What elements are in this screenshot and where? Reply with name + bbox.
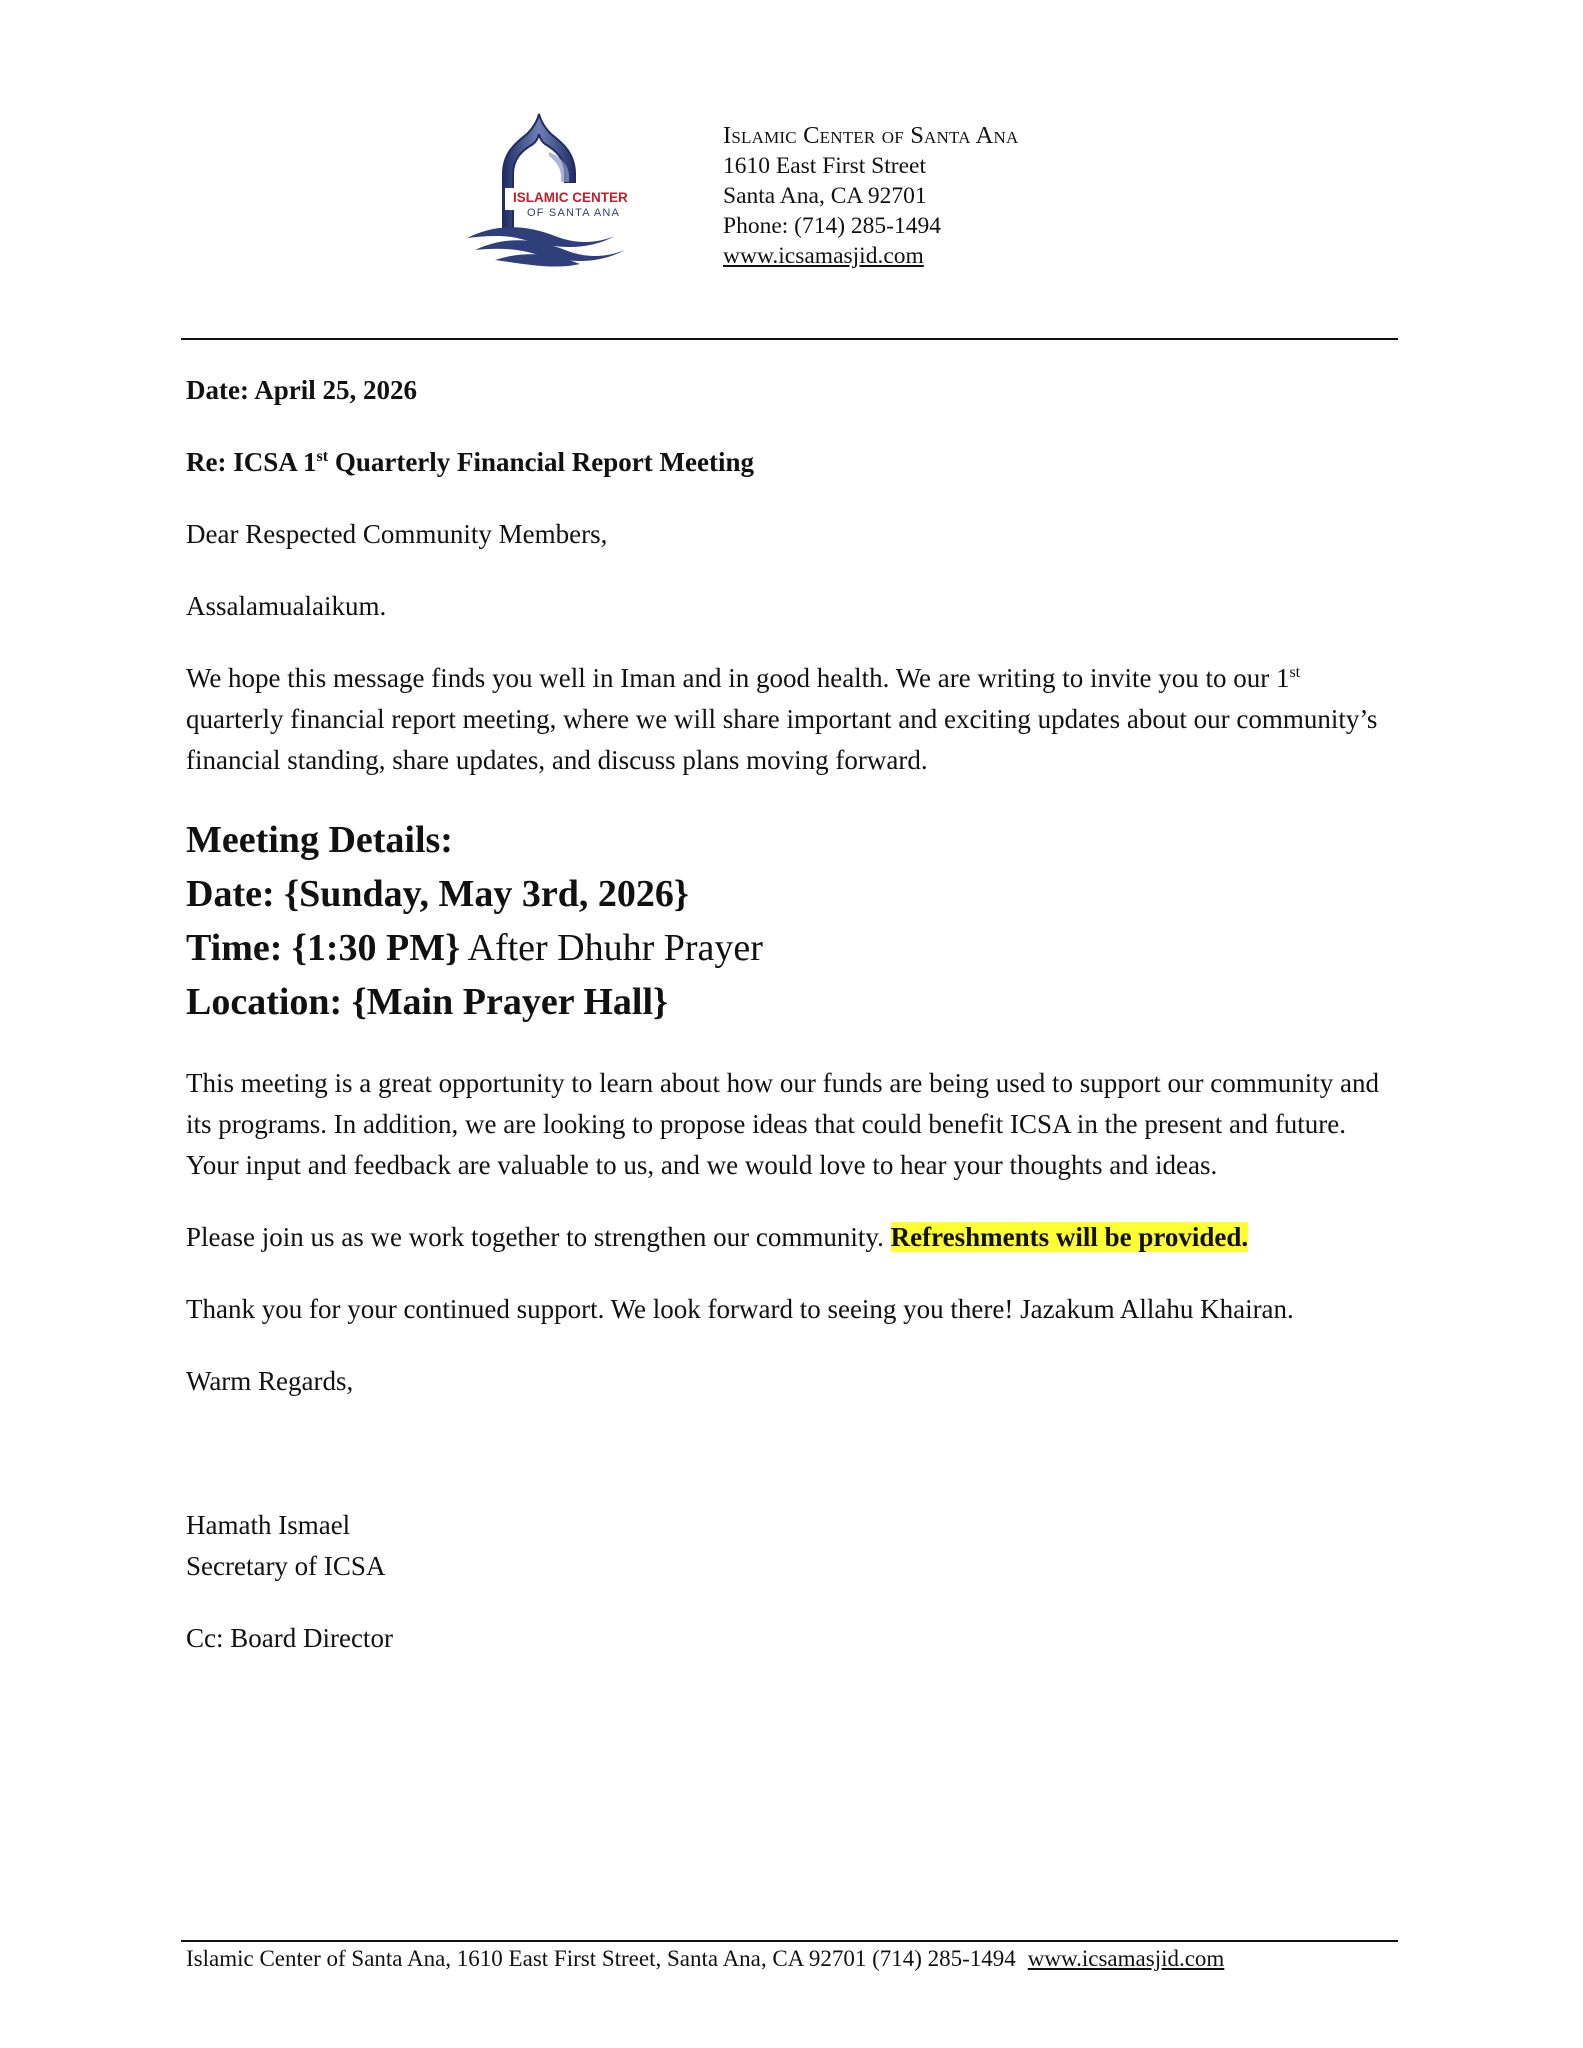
body-paragraph: This meeting is a great opportunity to learn about how our funds are being used to support our community and its programs. In addition, we are looking to propose ideas that could benefit ICSA in the present and future. Your input and feedback are valuable to us, and we would love to hear your thoughts and ideas.: [186, 1068, 1380, 1180]
details-heading: Meeting Details:: [186, 819, 453, 861]
letterhead-address-block: [723, 121, 1019, 271]
cc-line: Cc: Board Director: [186, 1623, 393, 1653]
salutation: Dear Respected Community Members,: [186, 519, 608, 549]
header-divider: [181, 338, 1398, 340]
signer-title: Secretary of ICSA: [186, 1551, 386, 1581]
phone: Phone: (714) 285-1494: [723, 213, 942, 239]
icsa-logo: [465, 112, 650, 270]
join-paragraph: Please join us as we work together to strengthen our community. Refreshments will be provided.: [186, 1222, 1249, 1252]
footer: [186, 1944, 1224, 1974]
signer-name: Hamath Ismael: [186, 1510, 351, 1540]
letter-body-lower: [186, 1063, 1396, 1659]
greeting: Assalamualaikum.: [186, 591, 387, 621]
details-location: Location: {Main Prayer Hall}: [186, 981, 669, 1023]
org-name: Islamic Center of Santa Ana: [723, 122, 1019, 149]
footer-website-link[interactable]: www.icsamasjid.com: [1027, 1946, 1225, 1971]
letter-body-upper: [186, 370, 1396, 781]
footer-divider: [181, 1940, 1398, 1942]
address-line2: Santa Ana, CA 92701: [723, 183, 927, 209]
logo-text-line1: ISLAMIC CENTER: [513, 190, 628, 205]
details-time: Time: {1:30 PM} After Dhuhr Prayer: [186, 927, 763, 969]
logo-text-line2: OF SANTA ANA: [527, 207, 621, 219]
letter-date: Date: April 25, 2026: [186, 375, 417, 405]
website-link[interactable]: www.icsamasjid.com: [723, 243, 924, 269]
thanks-paragraph: Thank you for your continued support. We look forward to seeing you there! Jazakum Allahu Khairan.: [186, 1294, 1294, 1324]
intro-paragraph: We hope this message finds you well in Iman and in good health. We are writing to invite you to our 1st quarterly financial report meeting, where we will share important and exciting updates about our community’s financial standing, share updates, and discuss plans moving forward.: [186, 663, 1378, 775]
details-date: Date: {Sunday, May 3rd, 2026}: [186, 873, 689, 915]
closing: Warm Regards,: [186, 1366, 354, 1396]
letter-subject: Re: ICSA 1st Quarterly Financial Report Meeting: [186, 447, 754, 477]
footer-text: Islamic Center of Santa Ana, 1610 East First Street, Santa Ana, CA 92701 (714) 285-1494: [186, 1946, 1016, 1971]
meeting-details: [186, 813, 763, 1029]
refreshments-highlight: Refreshments will be provided.: [890, 1222, 1249, 1252]
address-line1: 1610 East First Street: [723, 153, 926, 179]
